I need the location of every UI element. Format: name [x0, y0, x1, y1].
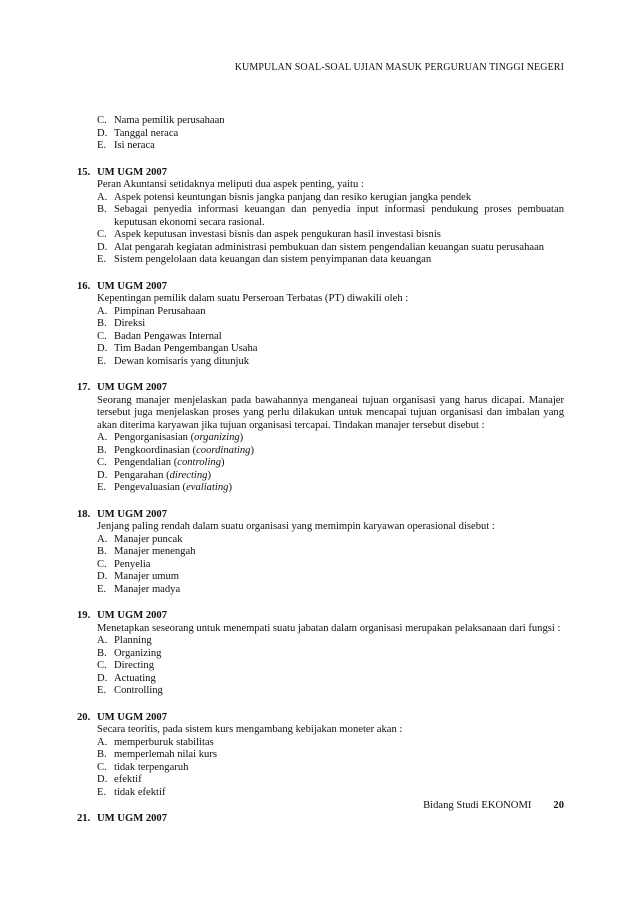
question-heading: 21. UM UGM 2007: [77, 813, 168, 824]
page-number: 20: [553, 800, 564, 811]
option-item: A. Manajer puncak: [97, 533, 183, 545]
option-item: C. Pengendalian (controling): [97, 457, 225, 468]
page-content: [77, 115, 564, 826]
option-item: D. Manajer umum: [97, 571, 180, 582]
option-item: A. Planning: [97, 635, 152, 646]
question-17: [77, 382, 564, 495]
previous-question-options: [77, 115, 564, 153]
option-item: D. Tanggal neraca: [97, 127, 179, 139]
option-item: E. Pengevaluasian (evaliating): [97, 482, 232, 493]
option-item: C. Aspek keputusan investasi bisnis dan aspek pengukuran hasil investasi bisnis: [97, 229, 441, 240]
question-heading: 16. UM UGM 2007: [77, 280, 168, 292]
question-heading: 19. UM UGM 2007: [77, 610, 168, 621]
option-item: A. Pengorganisasian (organizing): [97, 432, 244, 443]
question-heading: 15. UM UGM 2007: [77, 166, 168, 178]
question-16: [77, 281, 564, 369]
question-stem: Kepentingan pemilik dalam suatu Perseroan Terbatas (PT) diwakili oleh :: [97, 293, 409, 304]
option-item: C. Nama pemilik perusahaan: [97, 115, 225, 126]
option-item: C. Directing: [97, 660, 155, 671]
question-heading: 20. UM UGM 2007: [77, 711, 168, 723]
page-footer: [423, 800, 564, 813]
option-item: E. tidak efektif: [97, 786, 166, 798]
question-stem: Jenjang paling rendah dalam suatu organisasi yang memimpin karyawan operasional disebut :: [97, 521, 495, 532]
option-item: D. Tim Badan Pengembangan Usaha: [97, 343, 258, 354]
option-item: B. Manajer menengah: [97, 546, 196, 557]
running-header: KUMPULAN SOAL-SOAL UJIAN MASUK PERGURUAN TINGGI NEGERI: [234, 62, 564, 73]
option-item: B. Organizing: [97, 647, 162, 659]
option-item: B. memperlemah nilai kurs: [97, 749, 217, 760]
option-item: D. Alat pengarah kegiatan administrasi pembukuan dan sistem pengendalian keuangan suatu perusahaan: [97, 241, 545, 253]
option-item: C. Badan Pengawas Internal: [97, 330, 222, 342]
footer-subject: Bidang Studi EKONOMI: [423, 800, 532, 811]
question-18: [77, 509, 564, 597]
question-stem: Seorang manajer menjelaskan pada bawahannya menganeai tujuan organisasi yang harus dicapai. Manajer: [97, 394, 564, 406]
question-heading: 18. UM UGM 2007: [77, 508, 168, 520]
question-stem: tersebut juga menjelaskan proses yang perlu dilakukan untuk mencapai tujuan organisasi dan imbalan yang: [97, 407, 564, 418]
option-item: E. Manajer madya: [97, 583, 181, 595]
question-20: [77, 712, 564, 800]
option-item: C. tidak terpengaruh: [97, 761, 189, 773]
option-item: E. Controlling: [97, 685, 163, 696]
question-heading: 17. UM UGM 2007: [77, 382, 168, 393]
question-stem: akan diterima karyawan jika tujuan organisasi tercapai. Tindakan manajer tersebut disebut :: [97, 419, 485, 431]
question-stem: Secara teoritis, pada sistem kurs mengambang kebijakan moneter akan :: [97, 724, 403, 735]
option-item: D. efektif: [97, 774, 142, 785]
option-item: A. memperburuk stabilitas: [97, 736, 214, 748]
question-19: [77, 610, 564, 698]
option-item: E. Isi neraca: [97, 140, 155, 151]
question-stem: Menetapkan seseorang untuk menempati suatu jabatan dalam organisasi merupakan pelaksanaan dari fungsi :: [97, 622, 561, 634]
question-21: [77, 813, 564, 826]
question-15: [77, 167, 564, 267]
option-item: E. Dewan komisaris yang ditunjuk: [97, 355, 250, 367]
option-item: B. Direksi: [97, 318, 146, 329]
option-item: B. Sebagai penyedia informasi keuangan dan penyedia input informasi pendukung proses pembuatan keputusan ekonomi secara rasional.: [97, 204, 564, 228]
option-item: D. Pengarahan (directing): [97, 469, 211, 481]
option-item: E. Sistem pengelolaan data keuangan dan sistem penyimpanan data keuangan: [97, 254, 432, 265]
option-item: D. Actuating: [97, 672, 156, 684]
option-item: A. Aspek potensi keuntungan bisnis jangka panjang dan resiko kerugian jangka pendek: [97, 191, 472, 203]
option-item: B. Pengkoordinasian (coordinating): [97, 444, 254, 456]
option-item: C. Penyelia: [97, 558, 151, 570]
option-item: A. Pimpinan Perusahaan: [97, 305, 206, 317]
question-stem: Peran Akuntansi setidaknya meliputi dua aspek penting, yaitu :: [97, 179, 364, 190]
